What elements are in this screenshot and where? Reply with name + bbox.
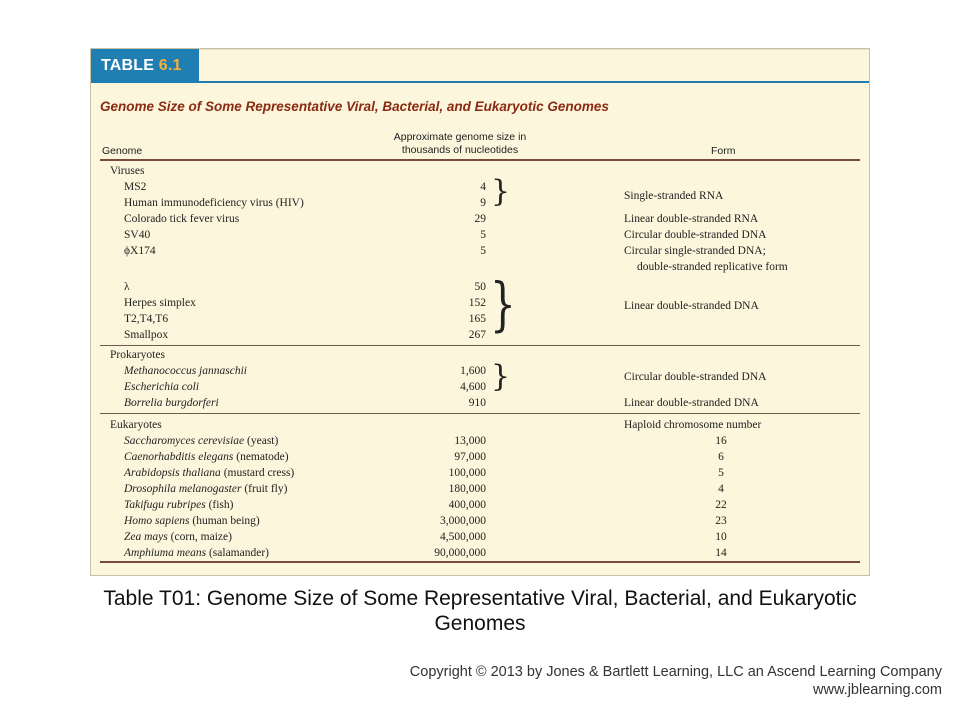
- genome-size: 180,000: [448, 483, 486, 495]
- table-row: [91, 515, 869, 531]
- chromosome-number: 5: [718, 467, 724, 479]
- common-name: (fruit fly): [241, 483, 288, 495]
- genome-size: 4,500,000: [440, 531, 486, 543]
- section-rule-1: [100, 345, 860, 346]
- form-header-haploid: Haploid chromosome number: [624, 419, 762, 431]
- group-label: Viruses: [110, 165, 145, 177]
- genome-size: 267: [468, 329, 486, 341]
- genome-name: [124, 451, 289, 463]
- genome-size: 1,600: [460, 365, 486, 377]
- genome-name: [124, 515, 260, 527]
- genome-form: Linear double-stranded DNA: [624, 397, 759, 409]
- copyright: [410, 663, 942, 699]
- genome-form: Linear double-stranded RNA: [624, 213, 759, 225]
- genome-name: SV40: [124, 229, 151, 241]
- table-row: [91, 467, 869, 483]
- common-name: (human being): [189, 515, 260, 527]
- table-row: [91, 499, 869, 515]
- genome-name: [124, 467, 294, 479]
- table-row: [91, 213, 869, 229]
- table-row: [91, 435, 869, 451]
- table-card: [90, 48, 870, 576]
- common-name: (yeast): [244, 435, 279, 447]
- genome-size: 13,000: [454, 435, 486, 447]
- genome-size: 100,000: [448, 467, 486, 479]
- genome-size: 97,000: [454, 451, 486, 463]
- header-form: Form: [711, 145, 736, 157]
- table-row: [91, 197, 869, 213]
- genome-size: 90,000,000: [434, 547, 486, 559]
- table-row: [91, 531, 869, 547]
- table-row: [91, 181, 869, 197]
- common-name: (nematode): [233, 451, 289, 463]
- form-linear-dna: Linear double-stranded DNA: [624, 300, 759, 312]
- genome-name: MS2: [124, 181, 147, 193]
- table-number: 6.1: [158, 57, 182, 74]
- genome-name: λ: [124, 281, 130, 293]
- genome-size: 152: [468, 297, 486, 309]
- table-row: [91, 451, 869, 467]
- genome-name: Borrelia burgdorferi: [124, 397, 219, 409]
- table-row: [91, 483, 869, 499]
- genome-name: [124, 531, 232, 543]
- header-size-line1: Approximate genome size in: [393, 131, 527, 143]
- chromosome-number: 10: [715, 531, 727, 543]
- table-row: [91, 245, 869, 261]
- group-row-eukaryotes: [91, 419, 869, 435]
- table-row: [91, 229, 869, 245]
- header-size: [371, 131, 549, 157]
- common-name: (corn, maize): [167, 531, 232, 543]
- genome-size: 4: [480, 181, 486, 193]
- genome-size: 9: [480, 197, 486, 209]
- common-name: (mustard cress): [220, 467, 295, 479]
- group-row-viruses: [91, 165, 869, 181]
- genome-size: 4,600: [460, 381, 486, 393]
- genome-name: T2,T4,T6: [124, 313, 169, 325]
- table-label-tab: [91, 49, 199, 83]
- table-row: [91, 397, 869, 413]
- form-circular-dna: Circular double-stranded DNA: [624, 371, 767, 383]
- genome-size: 29: [474, 213, 486, 225]
- tab-rule: [199, 81, 869, 83]
- brace-dna: }: [490, 270, 516, 338]
- genome-form: Circular double-stranded DNA: [624, 229, 767, 241]
- bottom-rule: [100, 561, 860, 563]
- chromosome-number: 23: [715, 515, 727, 527]
- table-row: [91, 313, 869, 329]
- table-label: TABLE: [101, 57, 155, 74]
- chromosome-number: 4: [718, 483, 724, 495]
- species-name: Homo sapiens: [124, 515, 190, 527]
- common-name: (fish): [205, 499, 234, 511]
- chromosome-number: 14: [715, 547, 727, 559]
- table-row: [91, 261, 869, 277]
- table-title: Genome Size of Some Representative Viral, Bacterial, and Eukaryotic Genomes: [100, 99, 609, 114]
- species-name: Takifugu rubripes: [124, 499, 206, 511]
- genome-size: 5: [480, 229, 486, 241]
- common-name: (salamander): [206, 547, 269, 559]
- genome-name: Colorado tick fever virus: [124, 213, 240, 225]
- species-name: Arabidopsis thaliana: [124, 467, 221, 479]
- form-single-stranded-rna: Single-stranded RNA: [624, 190, 724, 202]
- table-row: [91, 381, 869, 397]
- group-label: Eukaryotes: [110, 419, 162, 431]
- genome-size: 50: [474, 281, 486, 293]
- genome-name: Human immunodeficiency virus (HIV): [124, 197, 304, 209]
- brace-rna: }: [491, 174, 511, 209]
- genome-size: 5: [480, 245, 486, 257]
- group-label: Prokaryotes: [110, 349, 165, 361]
- header-size-line2: thousands of nucleotides: [401, 144, 519, 156]
- chromosome-number: 6: [718, 451, 724, 463]
- genome-name: Escherichia coli: [124, 381, 200, 393]
- chromosome-number: 16: [715, 435, 727, 447]
- brace-circular: }: [491, 359, 511, 394]
- species-name: Amphiuma means: [124, 547, 207, 559]
- genome-name: Herpes simplex: [124, 297, 196, 309]
- genome-name: [124, 435, 278, 447]
- species-name: Zea mays: [124, 531, 168, 543]
- copyright-line1: Copyright © 2013 by Jones & Bartlett Learning, LLC an Ascend Learning Company: [409, 664, 942, 680]
- header-rule: [100, 159, 860, 161]
- table-row: [91, 281, 869, 297]
- genome-name: Methanococcus jannaschii: [124, 365, 247, 377]
- genome-form: double-stranded replicative form: [637, 261, 788, 273]
- section-rule-2: [100, 413, 860, 414]
- genome-name: Smallpox: [124, 329, 169, 341]
- genome-size: 165: [468, 313, 486, 325]
- copyright-url: www.jblearning.com: [813, 682, 942, 698]
- header-genome: Genome: [102, 145, 143, 157]
- group-row-prokaryotes: [91, 349, 869, 365]
- chromosome-number: 22: [715, 499, 727, 511]
- genome-size: 3,000,000: [440, 515, 486, 527]
- species-name: Drosophila melanogaster: [124, 483, 242, 495]
- table-row: [91, 329, 869, 345]
- genome-size: 400,000: [448, 499, 486, 511]
- genome-name: [124, 483, 287, 495]
- slide-caption: Table T01: Genome Size of Some Representative Viral, Bacterial, and Eukaryotic Genomes: [103, 587, 857, 635]
- genome-name: [124, 499, 233, 511]
- species-name: Saccharomyces cerevisiae: [124, 435, 245, 447]
- genome-form: Circular single-stranded DNA;: [624, 245, 766, 257]
- genome-name: ϕX174: [124, 245, 156, 257]
- genome-name: [124, 547, 269, 559]
- genome-size: 910: [468, 397, 486, 409]
- species-name: Caenorhabditis elegans: [124, 451, 234, 463]
